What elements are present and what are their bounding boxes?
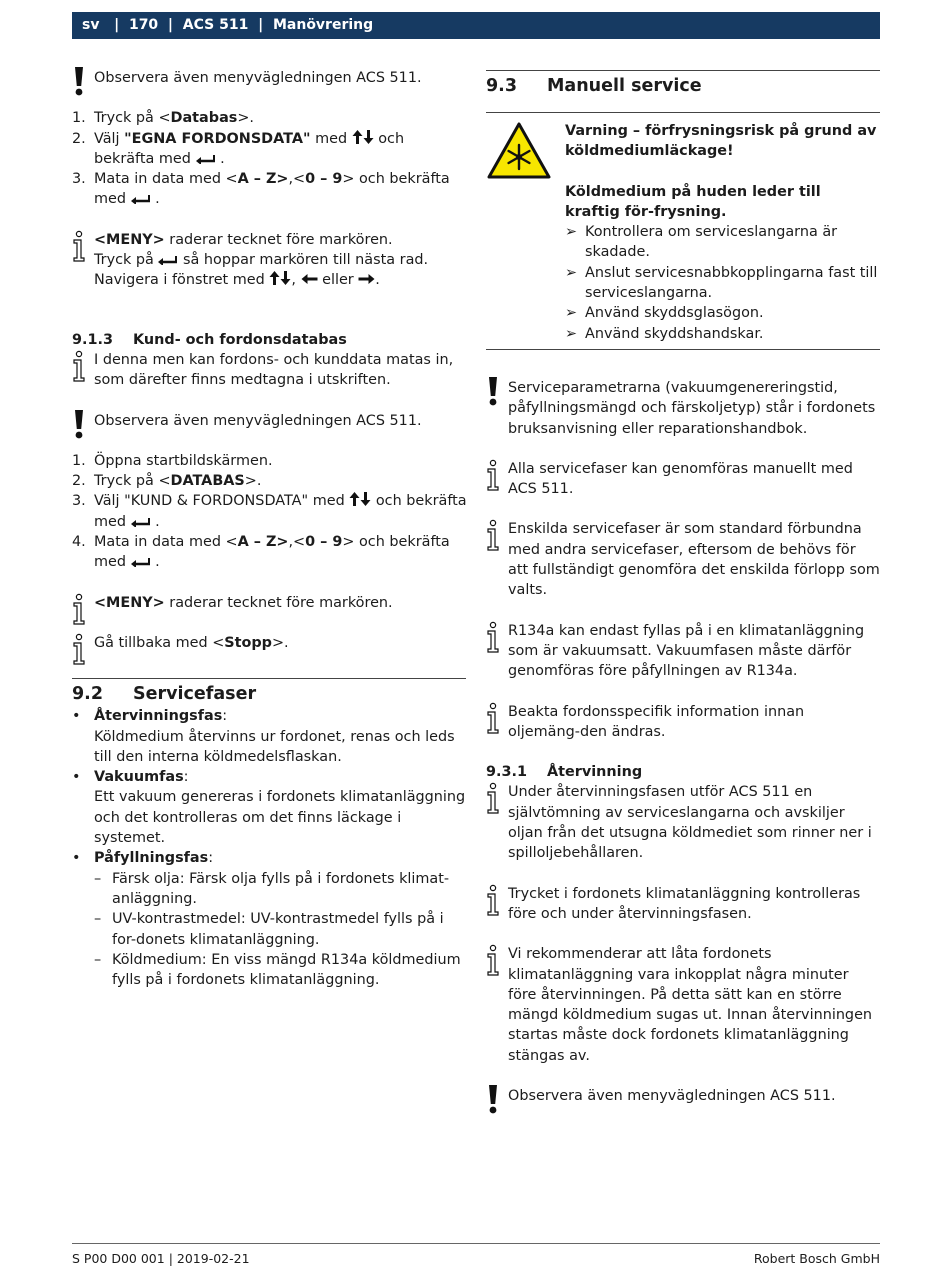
service-phases-list	[72, 706, 468, 990]
list-item: – Färsk olja: Färsk olja fylls på i fordonets klimat-anläggning.	[94, 870, 450, 907]
list-item: 3. Mata in data med <A – Z>,<0 – 9> och bekräfta med .	[72, 171, 450, 208]
exclamation-icon	[484, 376, 502, 408]
header-page-number: 170	[128, 17, 159, 34]
info-customer-db: I denna men kan fordons- och kunddata matas in, som därefter finns medtagna i utskriften.	[72, 350, 468, 391]
exclamation-icon	[484, 1084, 502, 1116]
info-r134a: R134a kan endast fyllas på i en klimatanläggning som är vakuumsatt. Vakuumfasen måste därför genomföras före påfyllningen av R134a.	[486, 621, 880, 682]
left-column	[72, 68, 468, 990]
list-item: 2. Välj "EGNA FORDONSDATA" med och bekräfta med .	[72, 130, 405, 167]
list-item: ➢ Använd skyddsglasögon.	[565, 305, 764, 322]
info-icon	[70, 593, 88, 625]
list-item: • Påfyllningsfas: – Färsk olja: Färsk olja fylls på i fordonets klimat-anläggning. – UV-kontrastmedel: UV-kontrastmedel fylls på i for-donets klimatanläggning. – Köldmedium: En viss mängd R134a köldmedium fylls på i fordonets klimatanläggning.	[72, 848, 468, 990]
arrow-down-icon	[360, 492, 371, 506]
note-service-params: Serviceparametrarna (vakuumgenereringstid, påfyllningsmängd och färskoljetyp) står i fordonets bruksanvisning eller reparationshandbok.	[486, 378, 880, 439]
info-manual-phases: Alla servicefaser kan genomföras manuellt med ACS 511.	[486, 459, 880, 500]
arrow-right-icon	[358, 273, 375, 285]
info-icon	[484, 459, 502, 491]
info-icon	[484, 621, 502, 653]
warning-title: Varning – förfrysningsrisk på grund av köldmediumläckage!	[565, 123, 877, 160]
note-text: Observera även menyvägledningen ACS 511.	[94, 70, 422, 86]
warning-lead: Köldmedium på huden leder till kraftig för-frysning.	[565, 183, 821, 220]
enter-key-icon	[131, 517, 151, 527]
arrow-up-icon	[352, 130, 363, 144]
arrow-down-icon	[363, 130, 374, 144]
arrow-up-icon	[349, 492, 360, 506]
header-product: ACS 511	[182, 17, 249, 34]
info-icon	[70, 230, 88, 262]
enter-key-icon	[158, 255, 178, 265]
enter-key-icon	[131, 557, 151, 567]
info-icon	[484, 702, 502, 734]
footer-company: Robert Bosch GmbH	[753, 1251, 880, 1266]
section-9-2-heading: 9.2 Servicefaser	[72, 684, 257, 705]
page-header: sv | 170 | ACS 511 | Manövrering	[72, 12, 880, 39]
info-icon	[70, 633, 88, 665]
list-item: ➢ Kontrollera om serviceslangarna är skadade.	[565, 224, 838, 261]
page-footer: S P00 D00 001 | 2019-02-21 Robert Bosch GmbH	[72, 1249, 880, 1269]
header-chapter: Manövrering	[272, 17, 374, 34]
note-menu-guide-1	[72, 68, 468, 88]
list-item: 3. Välj "KUND & FORDONSDATA" med och bekräfta med .	[72, 493, 467, 530]
info-go-back: Gå tillbaka med <Stopp>.	[72, 633, 468, 653]
list-item: • Vakuumfas: Ett vakuum genereras i fordonets klimatanläggning och det kontrolleras om det finns läckage i systemet.	[72, 769, 466, 847]
section-9-3-heading: 9.3 Manuell service	[486, 76, 702, 96]
info-linked-phases: Enskilda servicefaser är som standard förbundna med andra servicefaser, eftersom de behövs för att fullständigt genomföra det enskilda förlopp som valts.	[486, 519, 880, 600]
list-item: ➢ Använd skyddshandskar.	[565, 325, 764, 342]
exclamation-icon	[70, 409, 88, 441]
info-icon	[70, 350, 88, 382]
note-menu-guide-3: Observera även menyvägledningen ACS 511.	[486, 1086, 880, 1106]
info-pressure-check: Trycket i fordonets klimatanläggning kontrolleras före och under återvinningsfasen.	[486, 884, 880, 925]
divider	[486, 70, 880, 71]
footer-doc-number: S P00 D00 001	[72, 1251, 165, 1266]
arrow-left-icon	[301, 273, 318, 285]
info-icon	[484, 884, 502, 916]
info-menu-key-2: <MENY> raderar tecknet före markören.	[72, 593, 468, 613]
list-item: 1. Tryck på <Databas>.	[72, 110, 254, 127]
list-item: • Återvinningsfas: Köldmedium återvinns ur fordonet, renas och leds till den interna köldmedelsflaskan.	[72, 708, 455, 765]
right-column	[486, 70, 880, 1126]
section-9-1-3-heading: 9.1.3 Kund- och fordonsdatabas	[72, 331, 347, 348]
arrow-down-icon	[280, 271, 291, 285]
enter-key-icon	[131, 194, 151, 204]
list-item: 4. Mata in data med <A – Z>,<0 – 9> och bekräfta med .	[72, 534, 450, 571]
list-item: – UV-kontrastmedel: UV-kontrastmedel fylls på i for-donets klimatanläggning.	[94, 911, 444, 948]
list-item: ➢ Anslut servicesnabbkopplingarna fast till serviceslangarna.	[565, 264, 878, 302]
info-icon	[484, 782, 502, 814]
footer-divider	[72, 1243, 880, 1244]
steps-customer-vehicle-data	[72, 451, 468, 573]
list-item: 1. Öppna startbildskärmen.	[72, 452, 273, 469]
divider	[72, 678, 466, 679]
arrow-up-icon	[269, 271, 280, 285]
info-icon	[484, 519, 502, 551]
info-recommendation: Vi rekommenderar att låta fordonets klimatanläggning vara inkopplat några minuter före återvinningen. På detta sätt kan en större mängd köldmedium sugas ut. Innan återvinningen startas måste dock fordonets klimatanläggning stängas av.	[486, 944, 880, 1066]
steps-own-vehicle-data	[72, 108, 468, 209]
info-icon	[484, 944, 502, 976]
list-item: – Köldmedium: En viss mängd R134a köldmedium fylls på i fordonets klimatanläggning.	[94, 951, 461, 989]
section-9-3-1-heading: 9.3.1 Återvinning	[486, 764, 643, 781]
info-recovery-phase: Under återvinningsfasen utför ACS 511 en självtömning av serviceslangarna och avskiljer oljan från det utsugna köldmediet som rinner ner i spilloljebehållaren.	[486, 782, 880, 863]
freeze-warning-icon	[486, 121, 552, 181]
note-menu-guide-2: Observera även menyvägledningen ACS 511.	[72, 411, 468, 431]
header-lang: sv	[82, 17, 100, 34]
info-menu-key: <MENY> raderar tecknet före markören. Tryck på så hoppar markören till nästa rad. Navigera i fönstret med , eller .	[72, 230, 468, 291]
list-item: 2. Tryck på <DATABAS>.	[72, 473, 262, 490]
footer-date: 2019-02-21	[176, 1251, 250, 1266]
exclamation-icon	[70, 66, 88, 98]
enter-key-icon	[196, 154, 216, 164]
warning-box	[486, 112, 880, 350]
info-oil-amount: Beakta fordonsspecifik information innan oljemäng-den ändras.	[486, 702, 880, 743]
